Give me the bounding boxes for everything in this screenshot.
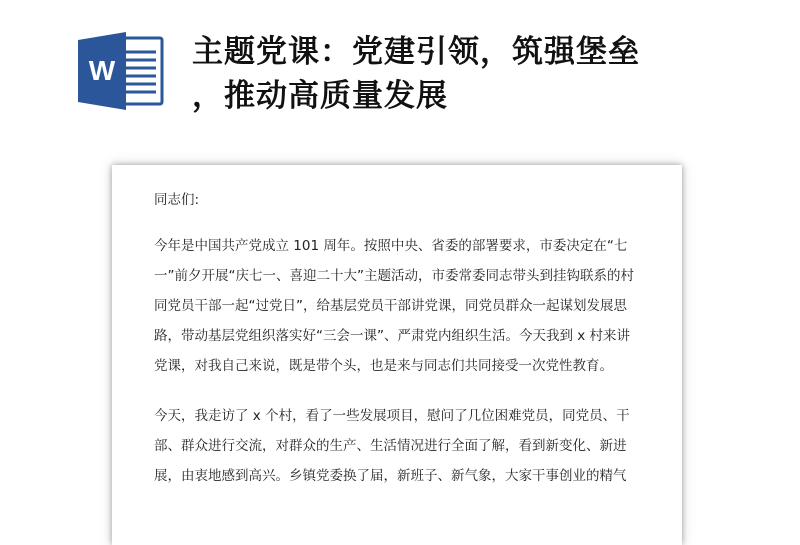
text-line: 路，带动基层党组织落实好“三会一课”、严肃党内组织生活。今天我到 x 村来讲	[154, 328, 631, 344]
text-line: 一”前夕开展“庆七一、喜迎二十大”主题活动，市委常委同志带头到挂钩联系的村	[154, 268, 634, 284]
text-line: 部、群众进行交流，对群众的生产、生活情况进行全面了解，看到新变化、新进	[154, 438, 627, 454]
page-title	[192, 30, 752, 118]
text-line: 展，由衷地感到高兴。乡镇党委换了届，新班子、新气象，大家干事创业的精气	[154, 468, 627, 484]
title-line: ，推动高质量发展	[192, 78, 448, 114]
text-line: 今年是中国共产党成立 101 周年。按照中央、省委的部署要求，市委决定在“七	[154, 238, 628, 254]
text-line: 党课，对我自己来说，既是带个头，也是来与同志们共同接受一次党性教育。	[154, 358, 613, 374]
text-line: 今天，我走访了 x 个村，看了一些发展项目，慰问了几位困难党员，同党员、干	[154, 408, 630, 424]
word-icon-letter: W	[88, 55, 116, 86]
paragraph-2	[154, 401, 654, 491]
header	[0, 0, 800, 140]
word-document-icon	[76, 30, 164, 112]
paragraph-1	[154, 231, 654, 381]
document-page	[112, 165, 682, 545]
document-body	[154, 185, 654, 491]
title-line: 主题党课：党建引领，筑强堡垒	[192, 34, 640, 70]
salutation: 同志们:	[154, 192, 200, 208]
text-line: 同党员干部一起“过党日”，给基层党员干部讲党课，同党员群众一起谋划发展思	[154, 298, 627, 314]
